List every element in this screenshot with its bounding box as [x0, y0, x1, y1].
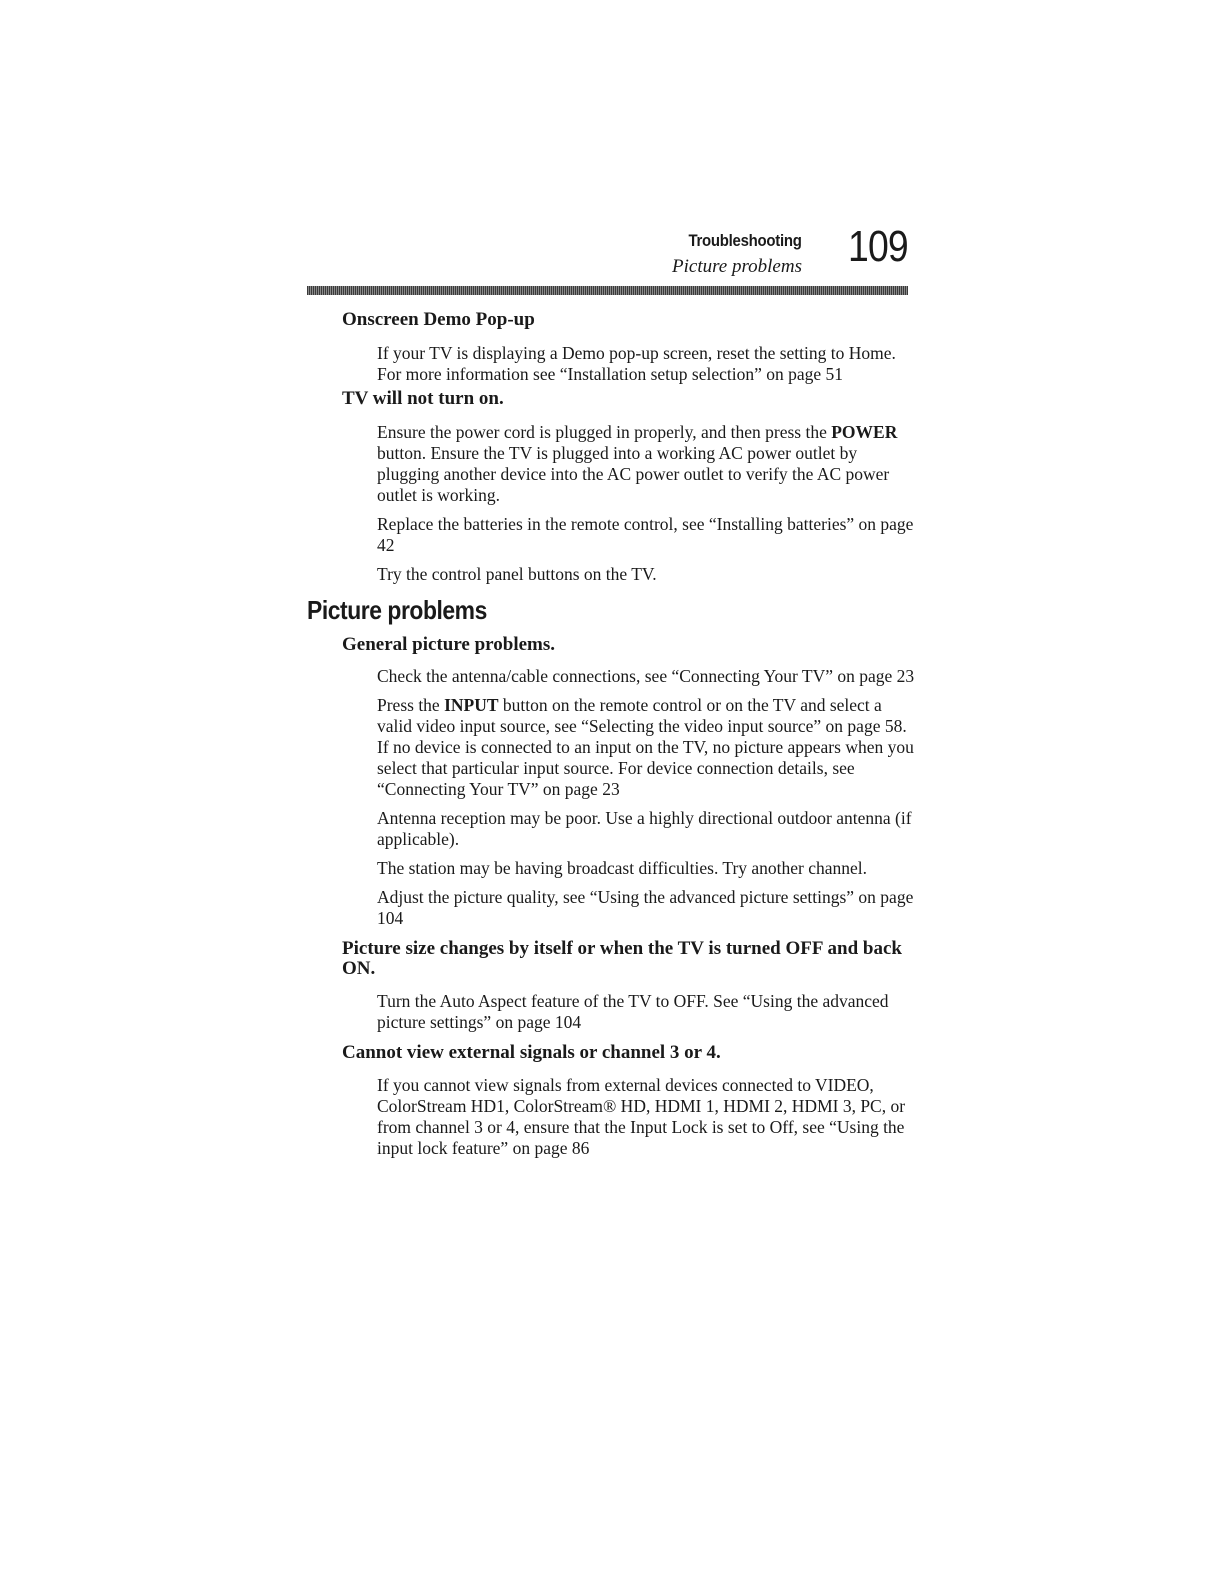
paragraph-tv-not-on-batteries: Replace the batteries in the remote control, see “Installing batteries” on page 42 — [377, 514, 914, 555]
paragraph-external-signals: If you cannot view signals from external devices connected to VIDEO, ColorStream HD1, ColorStream® HD, HDMI 1, HDMI 2, HDMI 3, PC, or from channel 3 or 4, ensure that the Input Lock is set to Off, see “Using the input lock feature” on page 86 — [377, 1075, 906, 1158]
text-segment: Ensure the power cord is plugged in properly, and then press the — [377, 422, 832, 442]
heading-picture-size-changes: Picture size changes by itself or when the TV is turned OFF and back ON. — [342, 938, 902, 979]
paragraph-size-changes: Turn the Auto Aspect feature of the TV to OFF. See “Using the advanced picture settings” on page 104 — [377, 991, 889, 1032]
heading-onscreen-demo: Onscreen Demo Pop-up — [342, 309, 535, 330]
text-segment: button. Ensure the TV is plugged into a working AC power outlet by plugging another device into the AC power outlet to verify the AC power outlet is working. — [377, 443, 890, 505]
page-header — [0, 0, 1224, 300]
paragraph-onscreen-demo: If your TV is displaying a Demo pop-up screen, reset the setting to Home. For more information see “Installation setup selection” on page 51 — [377, 343, 896, 384]
heading-external-signals: Cannot view external signals or channel 3 or 4. — [342, 1042, 721, 1063]
paragraph-general-input — [377, 695, 917, 800]
section-heading-picture-problems: Picture problems — [307, 595, 487, 625]
running-header-section: Troubleshooting — [688, 231, 802, 250]
header-rule — [307, 286, 908, 295]
heading-tv-not-on: TV will not turn on. — [342, 388, 504, 409]
paragraph-general-antenna: Check the antenna/cable connections, see “Connecting Your TV” on page 23 — [377, 666, 915, 686]
power-keyword: POWER — [831, 422, 898, 442]
paragraph-general-station: The station may be having broadcast difficulties. Try another channel. — [377, 858, 868, 878]
page-content — [307, 308, 917, 1159]
paragraph-general-quality: Adjust the picture quality, see “Using the advanced picture settings” on page 104 — [377, 887, 914, 928]
text-segment: button on the remote control or on the TV and select a valid video input source, see “Selecting the video input source” on page 58. If no device is connected to an input on the TV, no picture appears when you select that particular input source. For device connection details, see “Connecting Your TV” on page 23 — [377, 695, 914, 799]
paragraph-tv-not-on-power — [377, 422, 917, 506]
paragraph-general-reception: Antenna reception may be poor. Use a highly directional outdoor antenna (if applicable). — [377, 808, 912, 849]
input-keyword: INPUT — [444, 695, 499, 715]
paragraph-tv-not-on-panel: Try the control panel buttons on the TV. — [377, 564, 657, 584]
running-header-subsection: Picture problems — [672, 256, 802, 277]
heading-general-picture-problems: General picture problems. — [342, 634, 556, 655]
text-segment: Press the — [377, 695, 445, 715]
page-number: 109 — [848, 222, 908, 271]
